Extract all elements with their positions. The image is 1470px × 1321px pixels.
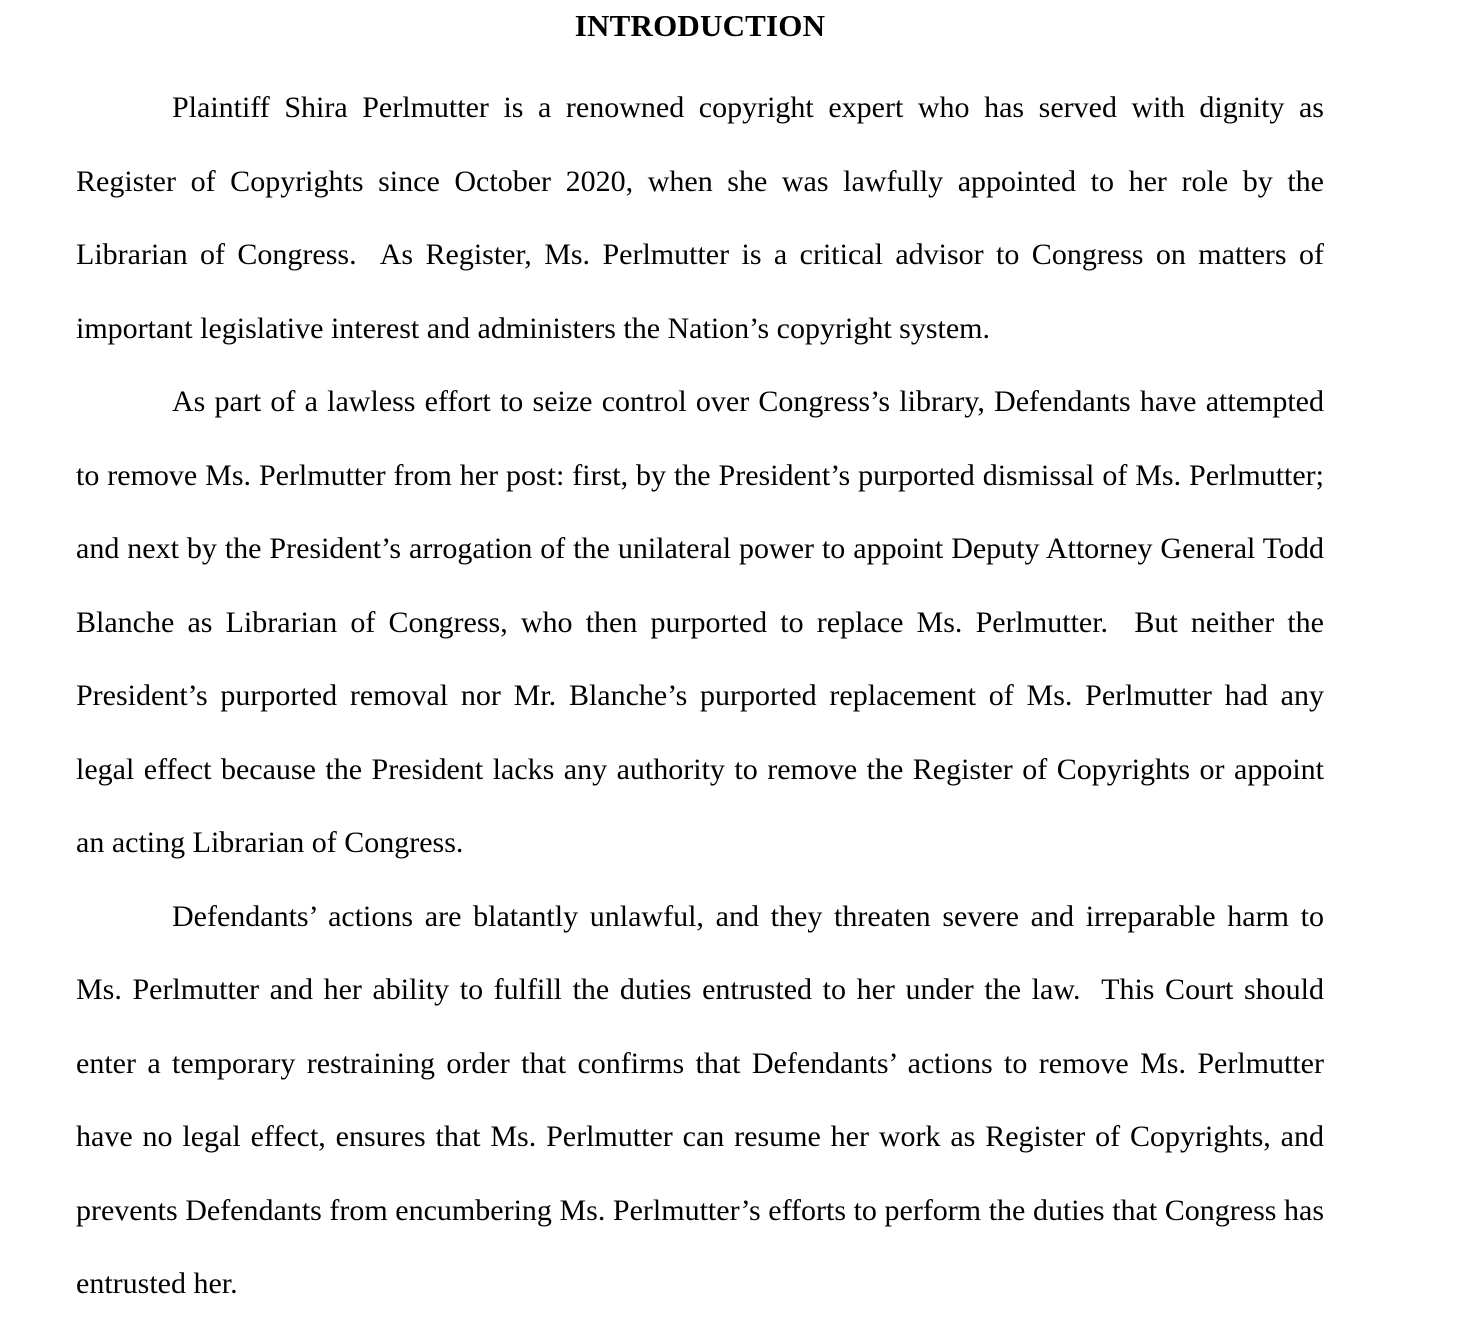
document-page — [76, 0, 1324, 1321]
paragraph-1: Plaintiff Shira Perlmutter is a renowned copyright expert who has served with dignity as Register of Copyrights since October 2020, when she was lawfully appointed to her role by the Librarian of Congress. As Register, Ms. Perlmutter is a critical advisor to Congress on matters of important legislative interest and administers the Nation’s copyright system. — [76, 91, 1324, 345]
section-heading: INTRODUCTION — [574, 8, 826, 43]
paragraph-3: Defendants’ actions are blatantly unlawful, and they threaten severe and irreparable harm to Ms. Perlmutter and her ability to fulfill the duties entrusted to her under the law. This Court should enter a temporary restraining order that confirms that Defendants’ actions to remove Ms. Perlmutter have no legal effect, ensures that Ms. Perlmutter can resume her work as Register of Copyrights, and prevents Defendants from encumbering Ms. Perlmutter’s efforts to perform the duties that Congress has entrusted her. — [76, 899, 1324, 1300]
paragraph-2: As part of a lawless effort to seize control over Congress’s library, Defendants have attempted to remove Ms. Perlmutter from her post: first, by the President’s purported dismissal of Ms. Perlmutter; and next by the President’s arrogation of the unilateral power to appoint Deputy Attorney General Todd Blanche as Librarian of Congress, who then purported to replace Ms. Perlmutter. But neither the President’s purported removal nor Mr. Blanche’s purported replacement of Ms. Perlmutter had any legal effect because the President lacks any authority to remove the Register of Copyrights or appoint an acting Librarian of Congress. — [76, 385, 1324, 859]
